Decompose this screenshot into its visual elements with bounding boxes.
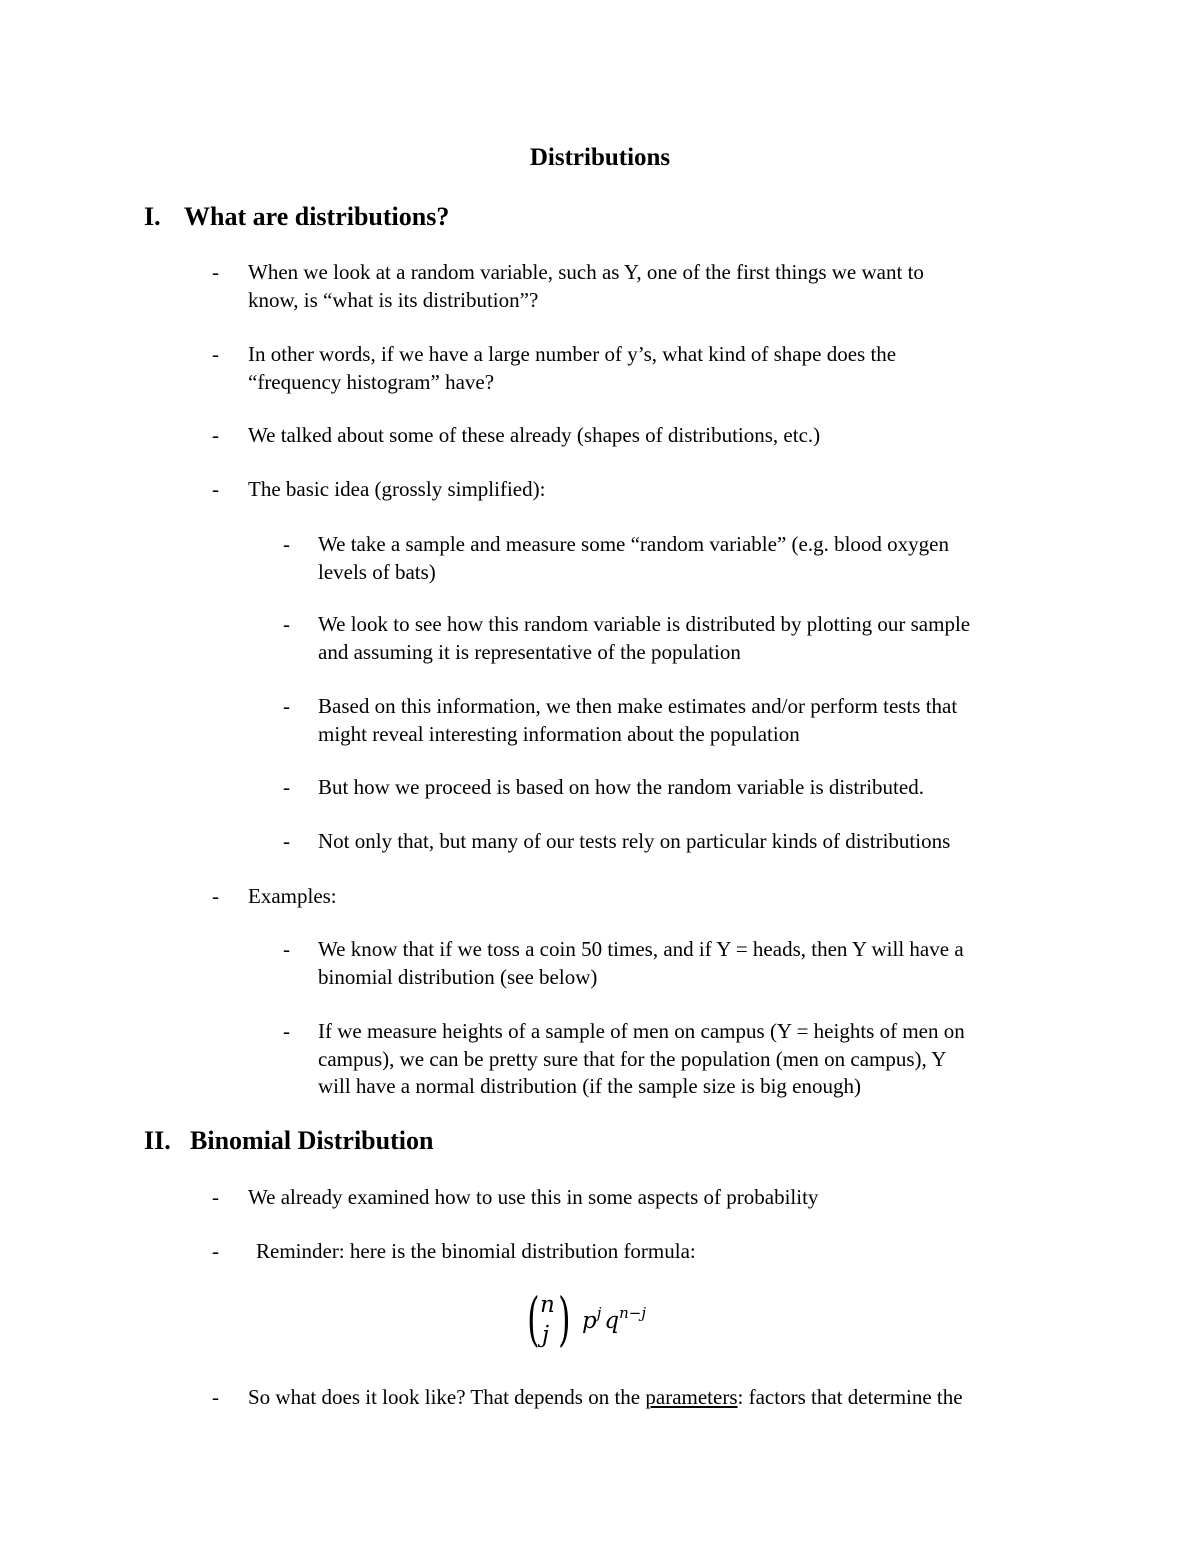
bullet-dash: - xyxy=(212,1239,219,1263)
sub-list-item xyxy=(283,936,964,991)
list-item xyxy=(212,341,896,396)
list-item-line: The basic idea (grossly simplified): xyxy=(248,477,546,501)
bullet-dash: - xyxy=(212,1185,219,1209)
bullet-dash: - xyxy=(283,532,290,556)
formula-powers xyxy=(582,1304,647,1334)
list-item-line: Not only that, but many of our tests rely on particular kinds of distributions xyxy=(318,829,951,853)
list-item-line: might reveal interesting information about the population xyxy=(318,721,800,746)
bullet-dash: - xyxy=(212,1385,219,1409)
right-paren-glyph: ) xyxy=(558,1285,571,1353)
bullet-dash: - xyxy=(212,884,219,908)
list-item xyxy=(212,883,337,911)
sub-list-item xyxy=(283,611,970,666)
parameters-term: parameters xyxy=(645,1385,738,1409)
section-number: II. xyxy=(144,1126,171,1155)
bullet-dash: - xyxy=(283,612,290,636)
list-item-line: levels of bats) xyxy=(318,559,436,584)
text-run: So what does it look like? That depends on the xyxy=(248,1385,646,1409)
bullet-dash: - xyxy=(283,829,290,853)
binomial-formula xyxy=(527,1285,730,1356)
list-item-line: will have a normal distribution (if the sample size is big enough) xyxy=(318,1074,861,1098)
list-item-line: Examples: xyxy=(248,884,337,908)
formula-p-exponent: j xyxy=(596,1304,602,1322)
list-item-line xyxy=(248,1384,963,1412)
list-item-line: In other words, if we have a large number of y’s, what kind of shape does the xyxy=(248,342,897,366)
text-run: : factors that determine the xyxy=(737,1385,963,1409)
list-item-line: When we look at a random variable, such as Y, one of the first things we want to xyxy=(248,260,924,284)
section-heading-1 xyxy=(144,202,449,232)
list-item xyxy=(212,1384,963,1412)
list-item-line: We talked about some of these already (shapes of distributions, etc.) xyxy=(248,423,821,447)
bullet-dash: - xyxy=(283,775,290,799)
list-item xyxy=(212,1184,818,1212)
bullet-dash: - xyxy=(212,477,219,501)
list-item xyxy=(212,476,545,504)
bullet-dash: - xyxy=(283,1019,290,1043)
list-item-line: We take a sample and measure some “random variable” (e.g. blood oxygen xyxy=(318,532,949,556)
sub-list-item xyxy=(283,774,924,802)
list-item xyxy=(212,1238,696,1266)
bullet-dash: - xyxy=(212,342,219,366)
list-item-line: We look to see how this random variable is distributed by plotting our sample xyxy=(318,612,971,636)
list-item-line: Based on this information, we then make estimates and/or perform tests that xyxy=(318,694,958,718)
formula-p: p xyxy=(582,1308,597,1334)
section-title: What are distributions? xyxy=(184,202,450,231)
bullet-dash: - xyxy=(283,937,290,961)
list-item xyxy=(212,422,820,450)
list-item-line: “frequency histogram” have? xyxy=(248,369,495,394)
list-item-line: If we measure heights of a sample of men on campus (Y = heights of men on xyxy=(318,1019,965,1043)
binomial-bottom: j xyxy=(542,1322,550,1348)
sub-list-item xyxy=(283,693,957,748)
section-number: I. xyxy=(144,202,161,231)
list-item-line: We already examined how to use this in some aspects of probability xyxy=(248,1185,819,1209)
left-paren-glyph: ( xyxy=(527,1285,540,1353)
list-item-line: and assuming it is representative of the population xyxy=(318,639,741,664)
sub-list-item xyxy=(283,531,949,586)
sub-list-item xyxy=(283,828,950,856)
binomial-top: n xyxy=(540,1292,555,1318)
list-item-line: know, is “what is its distribution”? xyxy=(248,287,539,312)
list-item-line: Reminder: here is the binomial distribution formula: xyxy=(256,1239,696,1263)
page-title: Distributions xyxy=(529,144,671,171)
list-item-line: But how we proceed is based on how the random variable is distributed. xyxy=(318,775,924,799)
list-item-line: We know that if we toss a coin 50 times, and if Y = heads, then Y will have a xyxy=(318,937,964,961)
bullet-dash: - xyxy=(212,423,219,447)
list-item xyxy=(212,259,924,314)
bullet-dash: - xyxy=(283,694,290,718)
formula-q-exponent: n−j xyxy=(619,1304,647,1322)
sub-list-item xyxy=(283,1018,965,1101)
formula-q: q xyxy=(604,1308,620,1334)
list-item-line: binomial distribution (see below) xyxy=(318,964,598,989)
list-item-line: campus), we can be pretty sure that for the population (men on campus), Y xyxy=(318,1046,947,1071)
section-title: Binomial Distribution xyxy=(190,1126,434,1155)
section-heading-2 xyxy=(144,1126,433,1156)
bullet-dash: - xyxy=(212,260,219,284)
